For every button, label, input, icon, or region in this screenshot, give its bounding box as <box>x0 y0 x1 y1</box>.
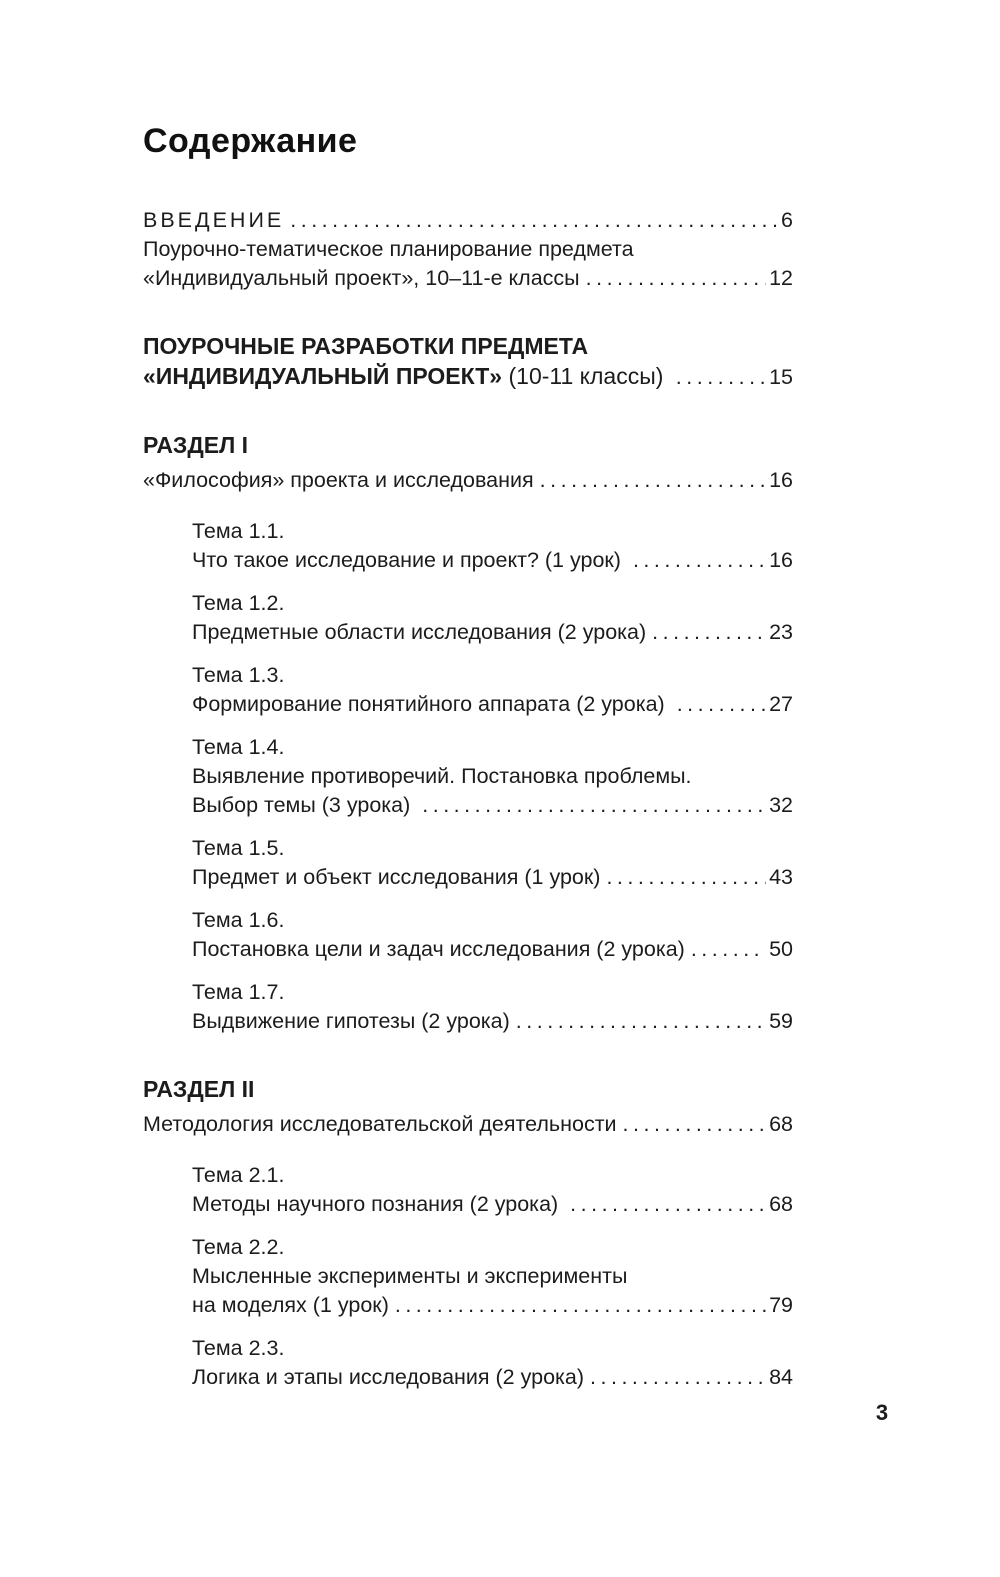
dot-leader <box>570 1190 766 1219</box>
toc-line-text: «ИНДИВИДУАЛЬНЫЙ ПРОЕКТ» (10-11 классы) <box>143 363 670 389</box>
dot-leader <box>395 1291 766 1320</box>
toc-page-ref: 79 <box>769 1293 793 1317</box>
toc-line <box>192 791 793 820</box>
toc-line-text: РАЗДЕЛ II <box>143 1076 255 1102</box>
toc-line-text: Постановка цели и задач исследования (2 урока) <box>192 937 685 961</box>
toc-line-text: Тема 1.5. <box>192 836 285 860</box>
toc-line <box>192 1363 793 1392</box>
toc-line <box>143 235 793 264</box>
toc-line <box>192 517 793 546</box>
toc-line <box>192 1007 793 1036</box>
toc-line <box>192 661 793 690</box>
toc-line-text: Тема 1.7. <box>192 980 285 1004</box>
toc-line <box>192 589 793 618</box>
toc-line-text: ПОУРОЧНЫЕ РАЗРАБОТКИ ПРЕДМЕТА <box>143 333 589 359</box>
toc-line <box>192 618 793 647</box>
toc-page-ref: 23 <box>769 620 793 644</box>
dot-leader <box>633 546 766 575</box>
dot-leader <box>290 206 778 235</box>
folio-page-number: 3 <box>875 1400 889 1425</box>
toc-line-text: Выбор темы (3 урока) <box>192 793 417 817</box>
toc-line-text: Выдвижение гипотезы (2 урока) <box>192 1009 510 1033</box>
toc-line-text: «Индивидуальный проект», 10–11-е классы <box>143 266 580 290</box>
toc-line-text: Формирование понятийного аппарата (2 урока) <box>192 692 671 716</box>
toc-page-ref: 15 <box>769 365 793 389</box>
toc-content <box>143 120 793 1392</box>
toc-line-text: Методология исследовательской деятельности <box>143 1112 617 1136</box>
toc-line-text: Методы научного познания (2 урока) <box>192 1192 565 1216</box>
toc-line <box>192 1334 793 1363</box>
toc-line <box>192 1233 793 1262</box>
toc-line-text: Тема 2.1. <box>192 1163 285 1187</box>
dot-leader <box>590 1363 766 1392</box>
toc-line-text: на моделях (1 урок) <box>192 1293 389 1317</box>
toc-entry-planirovanie <box>143 235 793 293</box>
toc-line-text: Логика и этапы исследования (2 урока) <box>192 1365 585 1389</box>
toc-line <box>192 1291 793 1320</box>
toc-line <box>192 935 793 964</box>
toc-line <box>192 762 793 791</box>
dot-leader <box>676 361 766 392</box>
toc-page-ref: 6 <box>781 208 793 232</box>
toc-entry-tema-1-2 <box>192 589 793 647</box>
toc-page-ref: 27 <box>769 692 793 716</box>
toc-line <box>192 1161 793 1190</box>
dot-leader <box>677 690 766 719</box>
toc-entry-tema-2-1 <box>192 1161 793 1219</box>
toc-line-text: Тема 1.2. <box>192 591 285 615</box>
toc-line <box>192 978 793 1007</box>
toc-line-text: Выявление противоречий. Постановка проблемы. <box>192 764 692 788</box>
toc-line <box>143 331 793 361</box>
toc-line <box>192 906 793 935</box>
toc-entry-razdel-2-title <box>143 1110 793 1139</box>
toc-line-text: Тема 1.3. <box>192 663 285 687</box>
toc-entry-tema-1-4 <box>192 733 793 820</box>
toc-page-ref: 50 <box>769 937 793 961</box>
toc-entry-razdel-1 <box>143 430 793 460</box>
toc-line-text: Тема 1.1. <box>192 519 285 543</box>
toc-line <box>143 430 793 460</box>
toc-entry-razdel-1-title <box>143 466 793 495</box>
toc-entry-tema-1-3 <box>192 661 793 719</box>
toc-entry-tema-1-5 <box>192 834 793 892</box>
toc-entry-tema-1-7 <box>192 978 793 1036</box>
toc-entry-razdel-2 <box>143 1074 793 1104</box>
toc-entry-tema-1-6 <box>192 906 793 964</box>
toc-line-text: Тема 2.2. <box>192 1235 285 1259</box>
toc-line <box>192 690 793 719</box>
toc-line <box>143 466 793 495</box>
page-title: Содержание <box>143 122 358 160</box>
toc-page-ref: 16 <box>769 548 793 572</box>
dot-leader <box>422 791 766 820</box>
toc-entry-tema-2-2 <box>192 1233 793 1320</box>
toc-list <box>143 206 793 1392</box>
toc-line-text: Предмет и объект исследования (1 урок) <box>192 865 601 889</box>
toc-entry-vvedenie <box>143 206 793 235</box>
toc-line <box>143 264 793 293</box>
dot-leader <box>586 264 766 293</box>
toc-entry-pourochnye-razrabotki <box>143 331 793 392</box>
toc-line-text: Предметные области исследования (2 урока) <box>192 620 647 644</box>
toc-line-text: РАЗДЕЛ I <box>143 432 248 458</box>
toc-entry-tema-2-3 <box>192 1334 793 1392</box>
toc-line <box>192 1190 793 1219</box>
toc-line <box>192 733 793 762</box>
dot-leader <box>691 935 766 964</box>
dot-leader <box>652 618 766 647</box>
toc-line <box>143 1074 793 1104</box>
dot-leader <box>606 863 766 892</box>
toc-line-text: Тема 1.6. <box>192 908 285 932</box>
toc-line-text: Мысленные эксперименты и эксперименты <box>192 1264 628 1288</box>
dot-leader <box>516 1007 766 1036</box>
toc-line-text: Тема 1.4. <box>192 735 285 759</box>
toc-line <box>192 863 793 892</box>
toc-page-ref: 16 <box>769 468 793 492</box>
toc-page-ref: 68 <box>769 1112 793 1136</box>
toc-line <box>143 206 793 235</box>
toc-line-text: ВВЕДЕНИЕ <box>143 208 285 232</box>
toc-line <box>143 1110 793 1139</box>
toc-line-text: Тема 2.3. <box>192 1336 285 1360</box>
toc-line-text: Что такое исследование и проект? (1 урок) <box>192 548 627 572</box>
toc-page-ref: 59 <box>769 1009 793 1033</box>
toc-line <box>192 1262 793 1291</box>
toc-line <box>143 361 793 392</box>
toc-page-ref: 32 <box>769 793 793 817</box>
toc-line <box>192 546 793 575</box>
toc-page-ref: 68 <box>769 1192 793 1216</box>
toc-page-ref: 43 <box>769 865 793 889</box>
dot-leader <box>540 466 766 495</box>
toc-line-text: «Философия» проекта и исследования <box>143 468 534 492</box>
toc-page-ref: 12 <box>769 266 793 290</box>
toc-line <box>192 834 793 863</box>
toc-line-text: Поурочно-тематическое планирование предмета <box>143 237 634 261</box>
toc-page-ref: 84 <box>769 1365 793 1389</box>
toc-entry-tema-1-1 <box>192 517 793 575</box>
dot-leader <box>623 1110 767 1139</box>
